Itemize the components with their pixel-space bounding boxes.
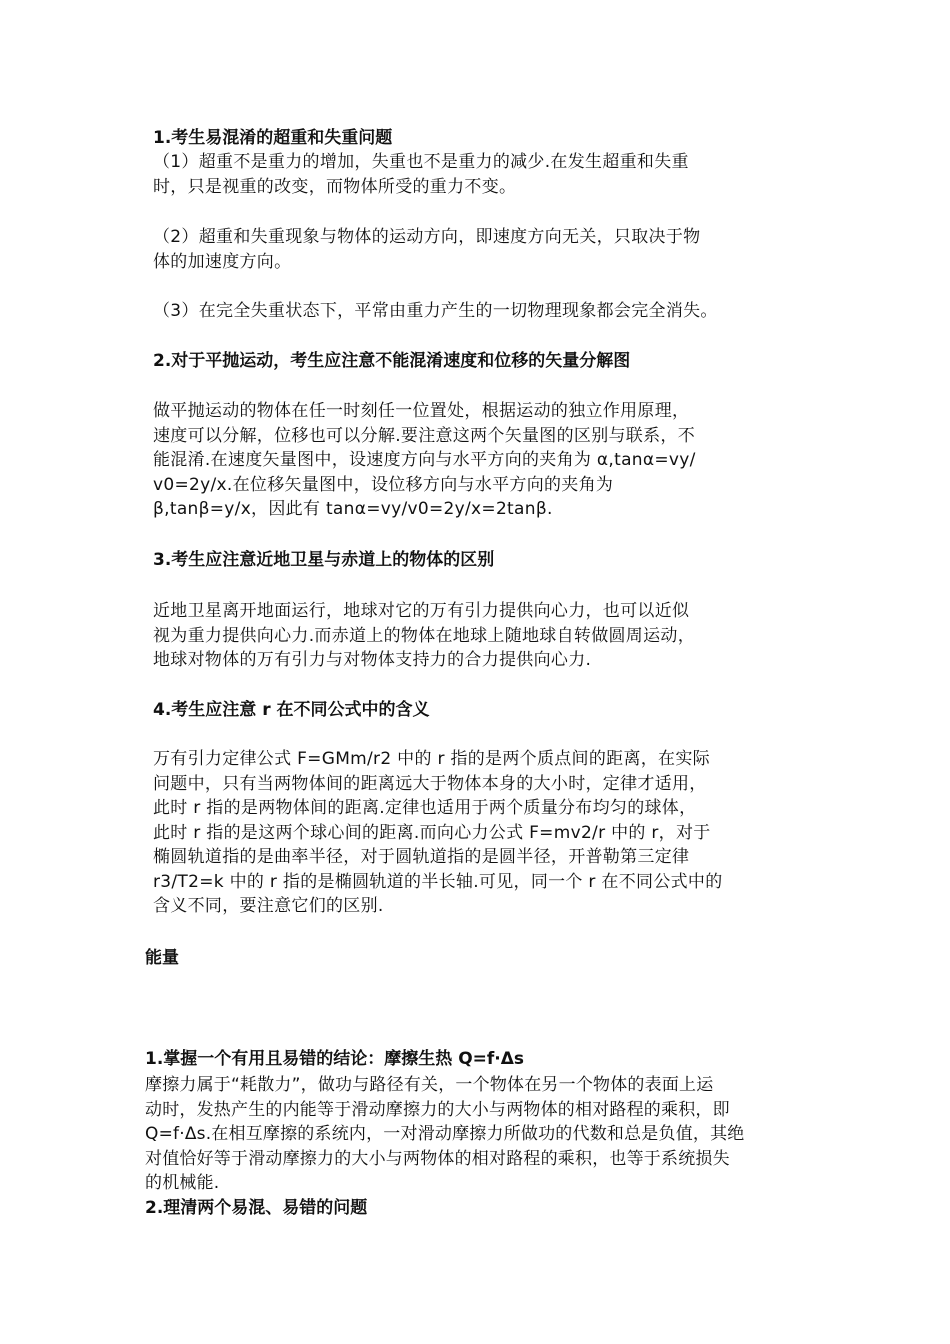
paragraph-6: 万有引力定律公式 F=GMm/r2 中的 r 指的是两个质点间的距离，在实际 问题中，只有当两物体间的距离远大于物体本身的大小时，定律才适用， 此时 r 指的是两物体间的距离.定律也适用于两个质量分布均匀的球体， 此时 r 指的是这两个球心间的距离.而向心力公式 F=mv2/r 中的 r，对于 椭圆轨道指的是曲率半径，对于圆轨道指的是圆半径，开普勒第三定律 r3/T2=k 中的 r 指的是椭圆轨道的半长轴.可见，同一个 r 在不同公式中的 含义不同，要注意它们的区别. [153, 749, 723, 916]
heading-projectile-motion: 2.对于平抛运动，考生应注意不能混淆速度和位移的矢量分解图 [153, 351, 631, 371]
heading-friction-heat: 1.掌握一个有用且易错的结论：摩擦生热 Q=f·Δs [145, 1049, 525, 1069]
heading-satellite: 3.考生应注意近地卫星与赤道上的物体的区别 [153, 550, 495, 570]
paragraph-5: 近地卫星离开地面运行，地球对它的万有引力提供向心力，也可以近似 视为重力提供向心力.而赤道上的物体在地球上随地球自转做圆周运动， 地球对物体的万有引力与对物体支持力的合力提供向心力. [153, 601, 696, 670]
paragraph-2: （2）超重和失重现象与物体的运动方向，即速度方向无关，只取决于物 体的加速度方向。 [153, 227, 701, 272]
paragraph-4: 做平抛运动的物体在任一时刻任一位置处，根据运动的独立作用原理， 速度可以分解，位移也可以分解.要注意这两个矢量图的区别与联系，不 能混淆.在速度矢量图中，设速度方向与水平方向的夹角为 α,tanα=vy/ v0=2y/x.在位移矢量图中，设位移方向与水平方向的夹角为 β,tanβ=y/x，因此有 tanα=vy/v0=2y/x=2tanβ. [153, 401, 696, 519]
paragraph-3: （3）在完全失重状态下，平常由重力产生的一切物理现象都会完全消失。 [153, 301, 718, 321]
paragraph-1: （1）超重不是重力的增加，失重也不是重力的减少.在发生超重和失重 时，只是视重的改变，而物体所受的重力不变。 [153, 152, 689, 197]
section-title-energy: 能量 [145, 948, 179, 968]
heading-overweight-weightlessness: 1.考生易混淆的超重和失重问题 [153, 128, 393, 148]
heading-two-confusing-issues: 2.理清两个易混、易错的问题 [145, 1198, 368, 1218]
paragraph-7: 摩擦力属于“耗散力”，做功与路径有关，一个物体在另一个物体的表面上运 动时，发热产生的内能等于滑动摩擦力的大小与两物体的相对路程的乘积，即 Q=f·Δs.在相互摩擦的系统内，一对滑动摩擦力所做功的代数和总是负值，其绝 对值恰好等于滑动摩擦力的大小与两物体的相对路程的乘积，也等于系统损失 的机械能. [145, 1075, 745, 1193]
heading-r-meaning: 4.考生应注意 r 在不同公式中的含义 [153, 700, 430, 720]
